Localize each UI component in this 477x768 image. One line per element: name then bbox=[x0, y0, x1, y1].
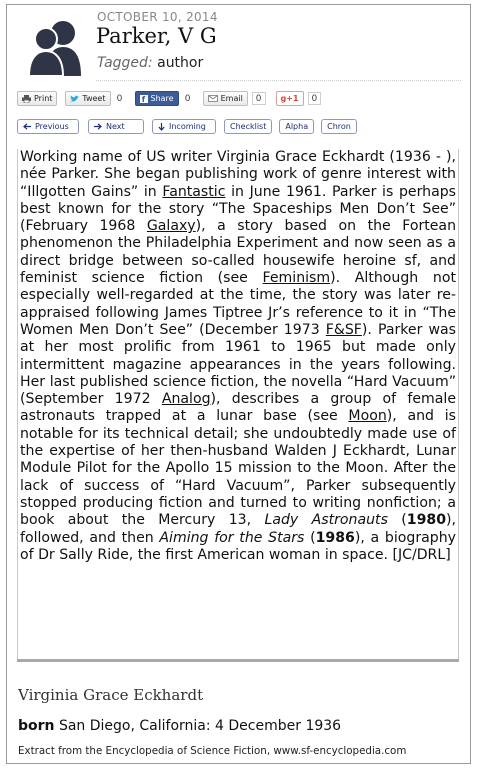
article-text-7: ), and is notable for its technical detail; she undoubtedly made use of the expertise of her then-husband Walden J Eckhardt, Lunar Module Pilot for the Apollo 15 mission to the Moon. After the lack of success of “Hard Vacuum”, Parker subsequently stopped producing fiction and turned to writing nonfiction; a book about the Mercury 13, bbox=[20, 408, 456, 529]
print-button[interactable] bbox=[17, 91, 57, 106]
article-paren-2: ( bbox=[304, 529, 316, 546]
chron-button[interactable] bbox=[321, 119, 357, 134]
article-paren-1: ( bbox=[387, 512, 407, 529]
alpha-label: Alpha bbox=[285, 122, 309, 131]
arrow-down-icon bbox=[158, 123, 165, 131]
link-fsf[interactable]: F&SF bbox=[325, 321, 362, 338]
year-1986: 1986 bbox=[315, 529, 355, 546]
article-text-1: Working name of US writer Virginia Grace Eckhardt (1936 - ), née Parker. She began publishing work of genre interest with “Illgotten Gains” in bbox=[20, 149, 456, 200]
book-title-lady-astronauts: Lady Astronauts bbox=[264, 512, 388, 529]
born-value: San Diego, California: 4 December 1936 bbox=[54, 718, 342, 734]
arrow-left-icon bbox=[23, 123, 31, 130]
link-feminism[interactable]: Feminism bbox=[262, 270, 331, 287]
incoming-label: Incoming bbox=[169, 122, 206, 131]
article-text-6: ), describes a group of female astronauts trapped at a lunar base (see bbox=[20, 391, 457, 425]
birth-info bbox=[18, 718, 341, 734]
print-label: Print bbox=[34, 94, 53, 103]
link-galaxy[interactable]: Galaxy bbox=[146, 218, 196, 235]
page-title: Parker, V G bbox=[96, 24, 217, 48]
article-text-2: in June 1961. Parker is perhaps best known for the story “The Spaceships Men Don’t See” (February 1968 bbox=[20, 183, 456, 235]
previous-label: Previous bbox=[35, 122, 69, 131]
link-fantastic[interactable]: Fantastic bbox=[162, 183, 226, 200]
arrow-right-icon bbox=[94, 123, 102, 130]
share-count: 0 bbox=[184, 93, 191, 104]
email-label: Email bbox=[220, 94, 243, 103]
book-title-aiming-for-the-stars: Aiming for the Stars bbox=[159, 529, 305, 546]
article-text-5: ). Parker was at her most prolific from 1961 to 1965 but made only intermittent magazine appearances in the years following. Her last published science fiction, the novella “Hard Vacuum” (September 1972 bbox=[20, 321, 456, 408]
email-count: 0 bbox=[252, 92, 266, 105]
tagged-label: Tagged: bbox=[97, 55, 153, 71]
header-divider bbox=[96, 80, 461, 81]
article-text-4: ). Although not especially well-regarded at the time, the story was later re-appraised following James Tiptree Jr’s reference to it in “The Women Men Don’t See” (December 1973 bbox=[20, 270, 456, 338]
facebook-icon: f bbox=[140, 95, 148, 103]
email-button[interactable] bbox=[203, 91, 248, 106]
year-1980: 1980 bbox=[406, 512, 447, 529]
article-text-3: ), a story based on the Fortean phenomenon the Philadelphia Experiment and now seen as a direct bridge between so-called housewife heroine sf, and feminist science fiction (see bbox=[20, 218, 457, 287]
envelope-icon bbox=[208, 95, 218, 102]
link-analog[interactable]: Analog bbox=[161, 391, 211, 408]
article-text-8: ), followed, and then bbox=[20, 512, 456, 546]
article-end-divider bbox=[17, 659, 459, 662]
entry-navigation bbox=[17, 119, 357, 134]
share-label: Share bbox=[150, 94, 174, 103]
twitter-bird-icon bbox=[70, 95, 79, 103]
google-plus-count: 0 bbox=[308, 92, 322, 105]
checklist-label: Checklist bbox=[230, 122, 267, 131]
incoming-button[interactable] bbox=[152, 119, 216, 134]
tag-author-link[interactable]: author bbox=[157, 55, 204, 71]
born-label: born bbox=[18, 718, 55, 734]
previous-button[interactable] bbox=[17, 119, 79, 134]
share-toolbar bbox=[17, 91, 321, 106]
next-label: Next bbox=[106, 122, 125, 131]
source-credit: Extract from the Encyclopedia of Science Fiction, www.sf-encyclopedia.com bbox=[18, 745, 407, 757]
printer-icon bbox=[22, 95, 31, 103]
tweet-label: Tweet bbox=[82, 94, 106, 103]
tweet-button[interactable] bbox=[65, 91, 110, 106]
tweet-count: 0 bbox=[116, 93, 123, 104]
author-silhouette-icon bbox=[26, 14, 86, 76]
real-name: Virginia Grace Eckhardt bbox=[18, 686, 204, 704]
entry-date: OCTOBER 10, 2014 bbox=[97, 10, 218, 24]
checklist-button[interactable] bbox=[224, 119, 272, 134]
article-body bbox=[17, 149, 459, 659]
link-moon[interactable]: Moon bbox=[348, 408, 387, 425]
google-plus-button[interactable] bbox=[276, 91, 304, 106]
google-plus-label: g+1 bbox=[280, 94, 299, 103]
chron-label: Chron bbox=[327, 122, 351, 131]
alpha-button[interactable] bbox=[279, 119, 314, 134]
tag-line bbox=[97, 55, 203, 71]
article-text-9: ), a biography of Dr Sally Ride, the first American woman in space. [JC/DRL] bbox=[20, 529, 456, 563]
next-button[interactable] bbox=[88, 119, 144, 134]
facebook-share-button[interactable] bbox=[135, 91, 179, 106]
